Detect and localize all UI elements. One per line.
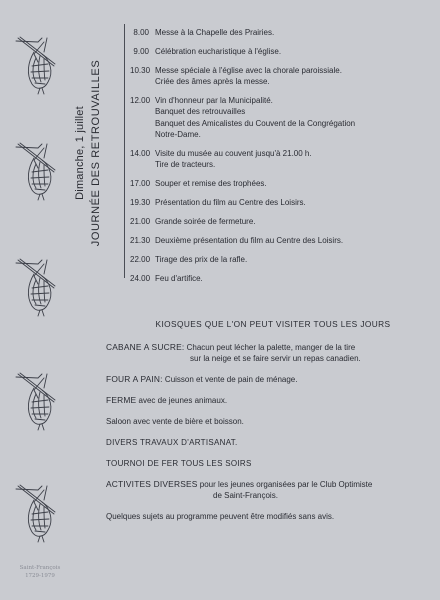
kiosk-travaux: DIVERS TRAVAUX D'ARTISANAT. xyxy=(106,438,238,447)
kiosk-four-text: Cuisson et vente de pain de ménage. xyxy=(162,375,298,384)
schedule-row xyxy=(130,254,430,265)
schedule-line: Messe à la Chapelle des Prairies. xyxy=(155,28,275,37)
kiosks-section xyxy=(106,318,436,532)
schedule-description xyxy=(155,27,430,38)
footer-mark xyxy=(10,564,70,580)
schedule-time: 22.00 xyxy=(130,255,151,265)
schedule-description xyxy=(155,216,430,227)
schedule-line: Criée des âmes après la messe. xyxy=(155,77,270,87)
wheat-sheaf-icon xyxy=(14,138,64,202)
wheat-sheaf-icon xyxy=(14,32,64,96)
kiosk-cabane-text-2: sur la neige et se faire servir un repas canadien. xyxy=(190,354,361,363)
kiosk-activites-text: pour les jeunes organisées par le Club Optimiste xyxy=(197,480,373,489)
schedule-line: Souper et remise des trophées. xyxy=(155,179,267,189)
schedule-description xyxy=(155,65,430,87)
kiosk-saloon: Saloon avec vente de bière et boisson. xyxy=(106,417,244,426)
kiosk-ferme-title: FERME xyxy=(106,395,137,405)
schedule-time: 24.00 xyxy=(130,274,151,284)
kiosk-ferme-text: avec de jeunes animaux. xyxy=(136,396,228,405)
schedule-description xyxy=(155,197,430,208)
schedule-description xyxy=(155,273,430,284)
schedule-line: Célébration eucharistique à l'église. xyxy=(155,47,282,56)
kiosks-heading: KIOSQUES QUE L'ON PEUT VISITER TOUS LES JOURS xyxy=(155,319,391,329)
day-label: Dimanche, 1 juillet xyxy=(74,106,86,200)
side-title xyxy=(62,30,122,276)
schedule-row xyxy=(130,235,430,246)
schedule-line: Feu d'artifice. xyxy=(155,274,203,284)
schedule-line: Notre-Dame. xyxy=(155,129,201,139)
kiosk-tournoi: TOURNOI DE FER TOUS LES SOIRS xyxy=(106,459,252,468)
wheat-sheaf-icon xyxy=(14,480,64,544)
schedule-description xyxy=(155,235,430,246)
schedule-line: Grande soirée de fermeture. xyxy=(155,217,256,227)
schedule-time: 21.30 xyxy=(130,236,151,246)
schedule-description xyxy=(155,46,430,57)
schedule-time: 8.00 xyxy=(133,28,149,37)
kiosk-cabane xyxy=(106,342,436,364)
schedule-row xyxy=(130,178,430,189)
schedule-list xyxy=(130,27,430,292)
schedule-line: Tire de tracteurs. xyxy=(155,160,216,170)
schedule-row xyxy=(130,65,430,87)
schedule-row xyxy=(130,46,430,57)
schedule-time: 19.30 xyxy=(130,198,151,208)
schedule-row xyxy=(130,216,430,227)
kiosk-four-title: FOUR A PAIN: xyxy=(106,374,163,384)
schedule-description xyxy=(155,254,430,265)
footer-line-2: 1729-1979 xyxy=(25,573,55,579)
schedule-line: Visite du musée au couvent jusqu'à 21.00 h. xyxy=(155,148,312,158)
kiosk-activites xyxy=(106,479,436,501)
schedule-time: 10.30 xyxy=(130,66,151,75)
schedule-line: Banquet des retrouvailles xyxy=(155,107,246,117)
wheat-sheaf-icon xyxy=(14,254,64,318)
wheat-sheaf-icon xyxy=(14,368,64,432)
kiosk-cabane-title: CABANE A SUCRE: xyxy=(106,342,185,352)
schedule-row xyxy=(130,273,430,284)
schedule-line: Vin d'honneur par la Municipalité. xyxy=(155,96,273,106)
event-title: JOURNÉE DES RETROUVAILLES xyxy=(90,59,102,247)
schedule-time: 17.00 xyxy=(130,179,151,189)
footer-line-1: Saint-François xyxy=(19,565,61,571)
schedule-row xyxy=(130,148,430,170)
kiosk-four xyxy=(106,374,436,385)
schedule-description xyxy=(155,148,430,170)
kiosk-ferme xyxy=(106,395,436,406)
kiosk-cabane-text: Chacun peut lécher la palette, manger de la tire xyxy=(184,343,356,352)
schedule-description xyxy=(155,178,430,189)
kiosk-activites-title: ACTIVITES DIVERSES xyxy=(106,479,198,489)
schedule-line: Tirage des prix de la rafle. xyxy=(155,255,248,265)
divider-line xyxy=(124,24,125,278)
schedule-time: 14.00 xyxy=(130,148,151,158)
schedule-row xyxy=(130,95,430,140)
schedule-row xyxy=(130,27,430,38)
schedule-time: 9.00 xyxy=(133,47,149,56)
kiosk-activites-text-2: de Saint-François. xyxy=(213,491,278,500)
schedule-description xyxy=(155,95,430,140)
schedule-row xyxy=(130,197,430,208)
schedule-line: Deuxième présentation du film au Centre des Loisirs. xyxy=(155,236,344,246)
schedule-line: Banquet des Amicalistes du Couvent de la Congrégation xyxy=(155,118,356,128)
schedule-line: Messe spéciale à l'église avec la chorale paroissiale. xyxy=(155,66,342,75)
schedule-time: 21.00 xyxy=(130,217,151,227)
program-note: Quelques sujets au programme peuvent être modifiés sans avis. xyxy=(106,512,335,521)
schedule-line: Présentation du film au Centre des Loisirs. xyxy=(155,198,306,208)
schedule-time: 12.00 xyxy=(130,96,151,106)
